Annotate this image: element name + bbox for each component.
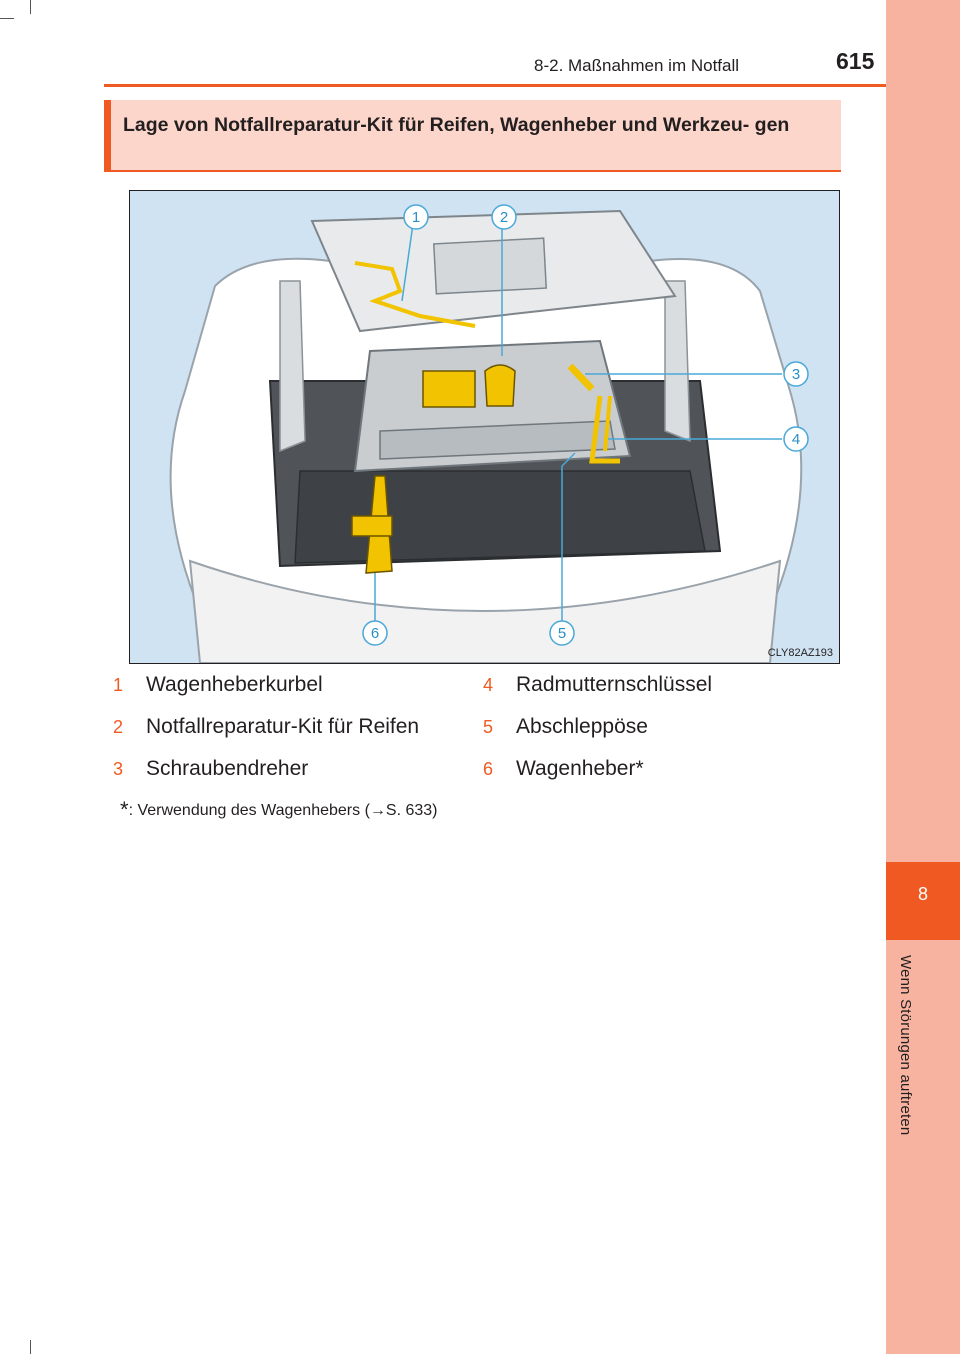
section-title: Lage von Notfallreparatur-Kit für Reifen, Wagenheber und Werkzeu- gen (123, 114, 790, 136)
legend-number: 2 (113, 717, 124, 737)
crop-mark (0, 18, 14, 19)
header-chapter: 8-2. Maßnahmen im Notfall (534, 56, 740, 75)
trunk-illustration (129, 190, 840, 664)
trunk-drawing (130, 191, 839, 663)
legend-text: Schraubendreher (146, 757, 309, 780)
callout-6: 6 (370, 625, 380, 642)
legend-number: 3 (113, 759, 124, 779)
figure-code: CLY82AZ193 (767, 647, 833, 659)
legend-number: 6 (483, 759, 494, 779)
chapter-side-strip (886, 0, 960, 1354)
legend-number: 1 (113, 675, 124, 695)
section-heading-box (104, 100, 841, 172)
header-divider (104, 84, 886, 87)
crop-mark (30, 0, 31, 14)
chapter-tab (886, 862, 960, 940)
callout-4: 4 (791, 431, 801, 448)
legend-text: Notfallreparatur-Kit für Reifen (146, 715, 420, 738)
legend-text: Abschleppöse (516, 715, 648, 738)
callout-3: 3 (791, 366, 801, 383)
footnote-star: * (120, 797, 129, 822)
crop-mark (30, 1340, 31, 1354)
legend-number: 4 (483, 675, 494, 695)
chapter-tab-number: 8 (917, 884, 928, 904)
legend-text: Wagenheberkurbel (146, 673, 323, 696)
callout-1: 1 (411, 209, 421, 226)
footnote (120, 797, 437, 823)
chapter-tab-label: Wenn Störungen auftreten (897, 955, 914, 1136)
legend-number: 5 (483, 717, 494, 737)
page-number: 615 (836, 48, 875, 74)
legend-text: Radmutternschlüssel (516, 673, 713, 696)
callout-2: 2 (499, 209, 509, 226)
legend-text: Wagenheber* (516, 757, 644, 780)
callout-5: 5 (557, 625, 567, 642)
footnote-text: : Verwendung des Wagenhebers (→S. 633) (128, 802, 438, 819)
